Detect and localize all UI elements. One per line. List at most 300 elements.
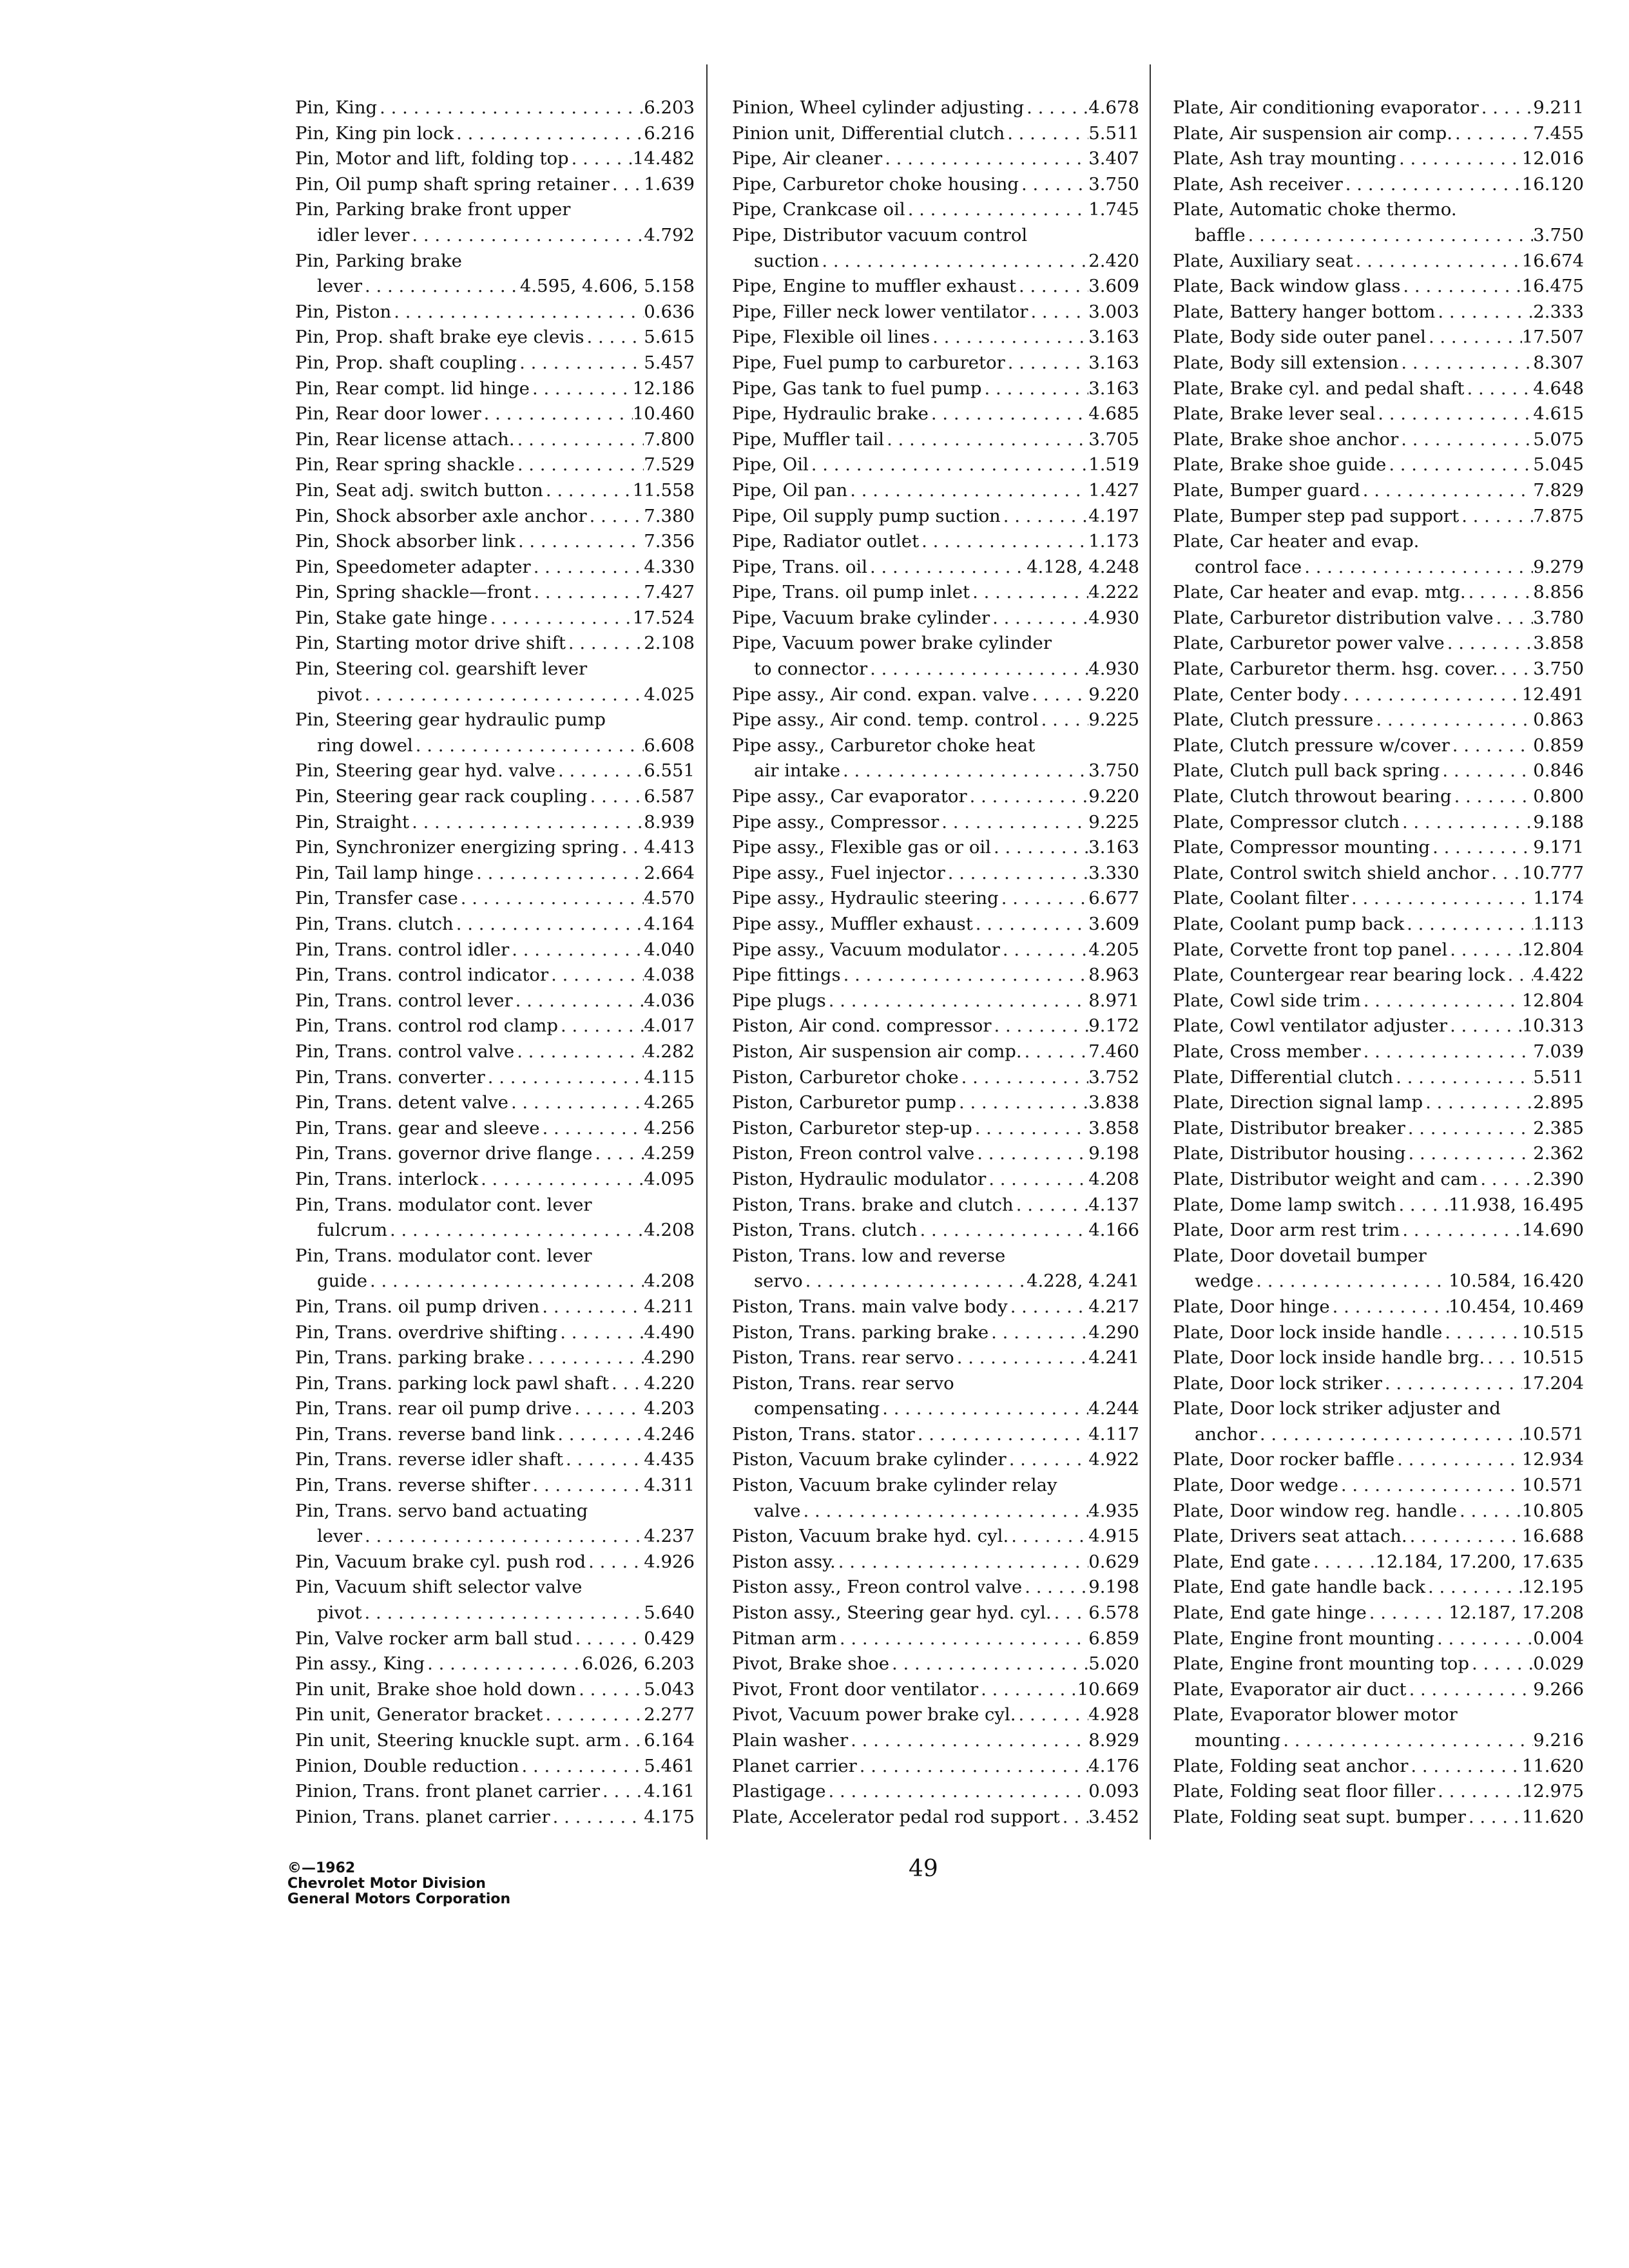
dot-leader bbox=[1494, 606, 1534, 631]
dot-leader bbox=[539, 1294, 644, 1320]
entry-name: Plate, Carburetor power valve bbox=[1173, 633, 1445, 654]
entry-name: Planet carrier bbox=[732, 1755, 857, 1776]
dot-leader bbox=[588, 784, 644, 810]
index-entry bbox=[732, 1422, 1139, 1448]
entry-line bbox=[295, 657, 695, 682]
entry-page-ref: 8.971 bbox=[1088, 990, 1139, 1011]
dot-leader bbox=[867, 555, 1027, 581]
index-entry bbox=[295, 351, 695, 376]
entry-page-ref: 0.636 bbox=[644, 301, 695, 322]
entry-name: Piston, Trans. parking brake bbox=[732, 1321, 989, 1343]
index-entry bbox=[1173, 1473, 1584, 1499]
entry-line bbox=[295, 912, 695, 937]
entry-line bbox=[1173, 682, 1584, 708]
index-entry bbox=[732, 1447, 1139, 1473]
dot-leader bbox=[621, 1728, 644, 1754]
dot-leader bbox=[584, 325, 644, 351]
dot-leader bbox=[1000, 937, 1088, 963]
entry-line bbox=[732, 1779, 1139, 1805]
entry-line bbox=[732, 606, 1139, 631]
entry-page-ref: 2.420 bbox=[1088, 250, 1139, 271]
dot-leader bbox=[573, 1626, 644, 1652]
dot-leader bbox=[954, 1345, 1089, 1371]
dot-leader bbox=[592, 1141, 644, 1167]
entry-page-ref: 12.187, 17.208 bbox=[1449, 1602, 1584, 1624]
entry-line bbox=[295, 861, 695, 887]
entry-page-ref: 4.685 bbox=[1088, 403, 1139, 425]
entry-page-ref: 4.175 bbox=[644, 1806, 695, 1827]
index-entry bbox=[732, 886, 1139, 912]
entry-name: Pipe, Vacuum brake cylinder bbox=[732, 607, 990, 628]
entry-name: Plate, Engine front mounting top bbox=[1173, 1653, 1469, 1675]
entry-line bbox=[1173, 504, 1584, 530]
entry-page-ref: 8.307 bbox=[1533, 352, 1584, 373]
dot-leader bbox=[841, 963, 1089, 988]
entry-line bbox=[295, 1396, 695, 1422]
entry-line bbox=[732, 1039, 1139, 1065]
index-entry bbox=[732, 504, 1139, 530]
entry-name: Plate, Door arm rest trim bbox=[1173, 1220, 1400, 1241]
entry-page-ref: 12.934 bbox=[1521, 1449, 1584, 1470]
entry-line bbox=[1173, 376, 1584, 402]
entry-name: Pin, Shock absorber axle anchor bbox=[295, 505, 587, 526]
entry-page-ref: 2.277 bbox=[644, 1704, 695, 1725]
entry-page-ref: 5.075 bbox=[1533, 428, 1584, 450]
entry-page-ref: 9.198 bbox=[1088, 1577, 1139, 1598]
entry-page-ref: 4.930 bbox=[1088, 607, 1139, 628]
entry-name: Pin unit, Generator bracket bbox=[295, 1704, 543, 1725]
index-entry bbox=[295, 1090, 695, 1116]
entry-name: Plate, Ash tray mounting bbox=[1173, 148, 1397, 169]
dot-leader bbox=[1016, 1702, 1088, 1728]
index-entry bbox=[732, 1320, 1139, 1346]
dot-leader bbox=[530, 1473, 644, 1499]
dot-leader bbox=[1302, 555, 1533, 581]
entry-line bbox=[732, 1473, 1139, 1499]
entry-line bbox=[295, 555, 695, 581]
entry-page-ref: 4.244 bbox=[1088, 1398, 1139, 1419]
entry-line bbox=[295, 1600, 695, 1626]
dot-leader bbox=[826, 1779, 1089, 1805]
entry-line bbox=[1173, 1702, 1584, 1728]
dot-leader bbox=[1405, 1141, 1533, 1167]
entry-name: Pin, Trans. converter bbox=[295, 1066, 485, 1088]
index-entry bbox=[732, 223, 1139, 274]
index-entry bbox=[1173, 478, 1584, 504]
entry-name: Pinion unit, Differential clutch bbox=[732, 122, 1005, 144]
entry-page-ref: 10.777 bbox=[1521, 862, 1584, 883]
entry-name: Plate, Bumper guard bbox=[1173, 479, 1360, 501]
dot-leader bbox=[474, 861, 644, 887]
dot-leader bbox=[1442, 1320, 1522, 1346]
entry-line bbox=[295, 121, 695, 147]
dot-leader bbox=[362, 682, 644, 708]
entry-page-ref: 3.609 bbox=[1088, 914, 1139, 934]
entry-line bbox=[732, 580, 1139, 606]
entry-line bbox=[1173, 1728, 1584, 1754]
entry-page-ref: 10.805 bbox=[1521, 1500, 1584, 1521]
entry-name: Plate, Engine front mounting bbox=[1173, 1628, 1435, 1649]
entry-page-ref: 12.491 bbox=[1521, 684, 1584, 705]
dot-leader bbox=[1367, 1600, 1449, 1626]
index-entry bbox=[295, 401, 695, 427]
index-entry bbox=[1173, 758, 1584, 784]
dot-leader bbox=[572, 1396, 644, 1422]
entry-line bbox=[1173, 1575, 1584, 1600]
entry-page-ref: 4.490 bbox=[644, 1321, 695, 1343]
entry-line bbox=[1173, 1396, 1584, 1422]
entry-name: Pinion, Trans. front planet carrier bbox=[295, 1781, 601, 1802]
index-entry bbox=[295, 172, 695, 198]
entry-name: Pipe, Muffler tail bbox=[732, 428, 885, 450]
dot-leader bbox=[558, 1014, 644, 1039]
entry-line bbox=[732, 1065, 1139, 1091]
index-entry bbox=[295, 1447, 695, 1473]
index-entry bbox=[1173, 452, 1584, 478]
dot-leader bbox=[999, 886, 1089, 912]
entry-line bbox=[1173, 810, 1584, 836]
index-entry bbox=[1173, 1396, 1584, 1447]
entry-page-ref: 4.241 bbox=[1088, 1347, 1139, 1369]
entry-line bbox=[732, 1600, 1139, 1626]
entry-page-ref: 4.197 bbox=[1088, 505, 1139, 526]
entry-line bbox=[295, 1065, 695, 1091]
entry-name: Plate, End gate hinge bbox=[1173, 1602, 1367, 1624]
index-entry bbox=[295, 1141, 695, 1167]
dot-leader bbox=[377, 95, 644, 121]
index-entry bbox=[1173, 1651, 1584, 1677]
entry-page-ref: 4.208 bbox=[1088, 1168, 1139, 1189]
entry-page-ref: 0.846 bbox=[1533, 760, 1584, 782]
entry-page-ref: 4.246 bbox=[644, 1423, 695, 1445]
entry-name: Pin, Trans. control valve bbox=[295, 1041, 515, 1062]
entry-page-ref: 7.529 bbox=[644, 454, 695, 476]
entry-page-ref: 5.511 bbox=[1533, 1066, 1584, 1088]
dot-leader bbox=[478, 1167, 644, 1193]
dot-leader bbox=[819, 249, 1088, 274]
entry-page-ref: 3.163 bbox=[1088, 378, 1139, 399]
entry-page-ref: 1.173 bbox=[1088, 531, 1139, 552]
entry-page-ref: 6.203 bbox=[644, 97, 695, 118]
entry-page-ref: 4.166 bbox=[1088, 1220, 1139, 1241]
entry-page-ref: 12.975 bbox=[1521, 1781, 1584, 1802]
entry-page-ref: 7.829 bbox=[1533, 479, 1584, 501]
entry-page-ref: 3.750 bbox=[1533, 224, 1584, 245]
entry-name: Pipe, Vacuum power brake cylinder bbox=[732, 633, 1052, 654]
index-entry bbox=[1173, 733, 1584, 759]
index-entry bbox=[1173, 1754, 1584, 1780]
entry-line bbox=[732, 810, 1139, 836]
entry-page-ref: 4.435 bbox=[644, 1449, 695, 1470]
entry-name: Pin, Shock absorber link bbox=[295, 531, 516, 552]
index-entry bbox=[732, 988, 1139, 1014]
entry-line bbox=[1173, 784, 1584, 810]
index-entry bbox=[1173, 351, 1584, 376]
dot-leader bbox=[1022, 1039, 1089, 1065]
index-entry bbox=[295, 1677, 695, 1703]
index-entry bbox=[1173, 1218, 1584, 1244]
entry-line bbox=[732, 1524, 1139, 1550]
entry-name-continued: pivot bbox=[317, 684, 362, 705]
entry-line bbox=[732, 1193, 1139, 1218]
index-entry bbox=[1173, 1141, 1584, 1167]
entry-page-ref: 4.237 bbox=[644, 1526, 695, 1547]
index-entry bbox=[295, 1550, 695, 1575]
entry-line bbox=[1173, 1524, 1584, 1550]
entry-page-ref: 4.115 bbox=[644, 1066, 695, 1088]
dot-leader bbox=[1434, 1626, 1533, 1652]
entry-line bbox=[732, 1626, 1139, 1652]
dot-leader bbox=[929, 401, 1088, 427]
entry-line bbox=[732, 1167, 1139, 1193]
index-entry bbox=[732, 1371, 1139, 1422]
index-entry bbox=[295, 606, 695, 631]
dot-leader bbox=[1425, 1575, 1522, 1600]
entry-name: Plate, Door rocker baffle bbox=[1173, 1449, 1395, 1470]
entry-page-ref: 1.639 bbox=[644, 173, 695, 195]
index-entry bbox=[295, 197, 695, 248]
entry-page-ref: 3.750 bbox=[1533, 658, 1584, 680]
entry-name: Pin, Trans. detent valve bbox=[295, 1092, 508, 1113]
entry-line bbox=[295, 1218, 695, 1244]
entry-line bbox=[1173, 1014, 1584, 1039]
entry-name: Pin, Steering gear hydraulic pump bbox=[295, 709, 606, 731]
entry-line bbox=[1173, 95, 1584, 121]
entry-page-ref: 2.362 bbox=[1533, 1143, 1584, 1164]
index-entry bbox=[1173, 1244, 1584, 1294]
dot-leader bbox=[837, 1626, 1088, 1652]
entry-name: Piston assy. bbox=[732, 1551, 836, 1572]
index-entry bbox=[1173, 1294, 1584, 1320]
dot-leader bbox=[970, 580, 1088, 606]
index-entry bbox=[295, 555, 695, 581]
dot-leader bbox=[515, 452, 644, 478]
entry-line bbox=[1173, 1218, 1584, 1244]
entry-line bbox=[1173, 274, 1584, 300]
index-entry bbox=[1173, 835, 1584, 861]
index-entry bbox=[295, 631, 695, 657]
dot-leader bbox=[801, 1499, 1089, 1524]
entry-name: Pin, Parking brake bbox=[295, 250, 462, 271]
dot-leader bbox=[889, 1651, 1088, 1677]
entry-line bbox=[732, 1499, 1139, 1524]
entry-page-ref: 1.113 bbox=[1533, 914, 1584, 934]
entry-name: Pipe, Hydraulic brake bbox=[732, 403, 929, 425]
entry-line bbox=[732, 861, 1139, 887]
entry-line bbox=[295, 1805, 695, 1831]
entry-line bbox=[295, 1244, 695, 1269]
entry-page-ref: 4.017 bbox=[644, 1015, 695, 1037]
entry-page-ref: 3.163 bbox=[1088, 352, 1139, 373]
entry-page-ref: 10.515 bbox=[1521, 1321, 1584, 1343]
dot-leader bbox=[1008, 1524, 1088, 1550]
entry-name: Plate, Center body bbox=[1173, 684, 1341, 705]
entry-line bbox=[732, 529, 1139, 555]
entry-line bbox=[732, 478, 1139, 504]
entry-line bbox=[295, 504, 695, 530]
entry-line bbox=[1173, 1294, 1584, 1320]
dot-leader bbox=[1052, 1600, 1089, 1626]
entry-name: Pipe assy., Air cond. temp. control bbox=[732, 709, 1039, 731]
entry-page-ref: 4.678 bbox=[1088, 97, 1139, 118]
entry-page-ref: 1.427 bbox=[1088, 479, 1139, 501]
entry-name: Pin, Starting motor drive shift bbox=[295, 633, 566, 654]
entry-page-ref: 4.176 bbox=[1088, 1755, 1139, 1776]
entry-page-ref: 4.025 bbox=[644, 684, 695, 705]
index-entry bbox=[1173, 1524, 1584, 1550]
entry-name: Plate, End gate handle back bbox=[1173, 1577, 1425, 1598]
index-entry bbox=[732, 1116, 1139, 1142]
entry-page-ref: 17.507 bbox=[1521, 327, 1584, 348]
index-entry bbox=[1173, 1600, 1584, 1626]
dot-leader bbox=[1466, 580, 1534, 606]
index-entry bbox=[732, 1550, 1139, 1575]
dot-leader bbox=[1485, 1345, 1522, 1371]
dot-leader bbox=[1349, 886, 1533, 912]
entry-page-ref: 4.282 bbox=[644, 1041, 695, 1062]
entry-name: Plate, Corvette front top panel bbox=[1173, 939, 1448, 960]
entry-name-continued: valve bbox=[754, 1500, 801, 1521]
footer bbox=[287, 1861, 510, 1907]
dot-leader bbox=[1028, 300, 1088, 325]
index-entry bbox=[295, 1065, 695, 1091]
entry-page-ref: 0.859 bbox=[1533, 735, 1584, 756]
entry-page-ref: 4.208 bbox=[644, 1220, 695, 1241]
entry-name: Piston, Vacuum brake cylinder relay bbox=[732, 1475, 1057, 1496]
index-column-1 bbox=[295, 95, 695, 1830]
index-entry bbox=[1173, 1447, 1584, 1473]
index-entry bbox=[732, 1728, 1139, 1754]
entry-page-ref: 3.752 bbox=[1088, 1066, 1139, 1088]
entry-name: Pin, Steering gear rack coupling bbox=[295, 786, 588, 807]
entry-name: Piston, Trans. main valve body bbox=[732, 1296, 1008, 1317]
entry-name: Pin, Trans. reverse shifter bbox=[295, 1475, 530, 1496]
entry-page-ref: 3.750 bbox=[1088, 760, 1139, 782]
entry-page-ref: 8.939 bbox=[644, 811, 695, 832]
entry-name: Pin, Transfer case bbox=[295, 888, 458, 909]
entry-page-ref: 4.095 bbox=[644, 1168, 695, 1189]
entry-line bbox=[1173, 1065, 1584, 1091]
entry-name: Pipe plugs bbox=[732, 990, 826, 1011]
entry-name-continued: guide bbox=[317, 1271, 367, 1292]
entry-page-ref: 9.216 bbox=[1533, 1730, 1584, 1751]
entry-line bbox=[295, 452, 695, 478]
index-entry bbox=[732, 835, 1139, 861]
entry-page-ref: 12.184, 17.200, 17.635 bbox=[1375, 1551, 1584, 1572]
entry-page-ref: 4.256 bbox=[644, 1117, 695, 1139]
dot-leader bbox=[1452, 784, 1534, 810]
entry-line bbox=[732, 1269, 1139, 1294]
index-entry bbox=[295, 1039, 695, 1065]
dot-leader bbox=[525, 1345, 644, 1371]
entry-line bbox=[295, 401, 695, 427]
dot-leader bbox=[387, 1218, 644, 1244]
dot-leader bbox=[1469, 1651, 1533, 1677]
entry-line bbox=[295, 1090, 695, 1116]
entry-name: Plate, Evaporator air duct bbox=[1173, 1678, 1407, 1700]
entry-line bbox=[295, 197, 695, 223]
dot-leader bbox=[882, 146, 1088, 172]
entry-name: Pin, Vacuum shift selector valve bbox=[295, 1577, 583, 1598]
column-divider bbox=[706, 64, 708, 1840]
entry-line bbox=[1173, 886, 1584, 912]
entry-name: Pin, Parking brake front upper bbox=[295, 199, 571, 220]
entry-page-ref: 9.279 bbox=[1533, 556, 1584, 577]
dot-leader bbox=[1450, 733, 1533, 759]
entry-name: Plate, Car heater and evap. mtg. bbox=[1173, 582, 1466, 603]
entry-name: Pipe, Engine to muffler exhaust bbox=[732, 276, 1016, 297]
entry-name: Pipe, Gas tank to fuel pump bbox=[732, 378, 982, 399]
entry-name: Plate, Brake shoe anchor bbox=[1173, 428, 1399, 450]
dot-leader bbox=[516, 529, 644, 555]
index-entry bbox=[1173, 1090, 1584, 1116]
entry-page-ref: 4.038 bbox=[644, 965, 695, 986]
entry-page-ref: 0.800 bbox=[1533, 786, 1584, 807]
dot-leader bbox=[1386, 452, 1533, 478]
entry-line bbox=[295, 172, 695, 198]
entry-name: Pipe, Filler neck lower ventilator bbox=[732, 301, 1028, 322]
entry-name-continued: ring dowel bbox=[317, 735, 413, 756]
entry-name: Piston, Air suspension air comp. bbox=[732, 1041, 1022, 1062]
entry-line bbox=[295, 427, 695, 453]
entry-page-ref: 3.163 bbox=[1088, 327, 1139, 348]
entry-line bbox=[732, 963, 1139, 988]
entry-line bbox=[732, 1371, 1139, 1397]
dot-leader bbox=[1330, 1294, 1449, 1320]
entry-name: Plate, Compressor clutch bbox=[1173, 811, 1400, 832]
index-entry bbox=[295, 1396, 695, 1422]
entry-name: Pin, Trans. interlock bbox=[295, 1168, 479, 1189]
entry-page-ref: 4.311 bbox=[644, 1475, 695, 1496]
index-column-3 bbox=[1173, 95, 1584, 1830]
dot-leader bbox=[990, 606, 1088, 631]
entry-page-ref: 5.457 bbox=[644, 352, 695, 373]
entry-line bbox=[295, 784, 695, 810]
index-entry bbox=[295, 376, 695, 402]
entry-line bbox=[732, 223, 1139, 249]
dot-leader bbox=[1408, 1754, 1521, 1780]
index-entry bbox=[732, 197, 1139, 223]
index-entry bbox=[732, 1779, 1139, 1805]
entry-line bbox=[295, 1167, 695, 1193]
entry-line bbox=[295, 95, 695, 121]
index-entry bbox=[1173, 912, 1584, 937]
entry-line bbox=[732, 1651, 1139, 1677]
entry-line bbox=[1173, 1600, 1584, 1626]
index-entry bbox=[295, 657, 695, 707]
dot-leader bbox=[1022, 1575, 1088, 1600]
entry-page-ref: 3.330 bbox=[1088, 862, 1139, 883]
entry-name: Pipe, Radiator outlet bbox=[732, 531, 920, 552]
index-entry bbox=[732, 1345, 1139, 1371]
index-entry bbox=[1173, 631, 1584, 657]
dot-leader bbox=[1396, 1193, 1449, 1218]
entry-page-ref: 2.664 bbox=[644, 862, 695, 883]
entry-line bbox=[295, 1371, 695, 1397]
dot-leader bbox=[1459, 504, 1533, 530]
entry-name: Pin, Oil pump shaft spring retainer bbox=[295, 173, 610, 195]
entry-name: Pin, Trans. governor drive flange bbox=[295, 1143, 593, 1164]
entry-name: Pin, Trans. modulator cont. lever bbox=[295, 1245, 592, 1266]
entry-line bbox=[732, 758, 1139, 784]
entry-page-ref: 4.915 bbox=[1088, 1526, 1139, 1547]
entry-line bbox=[1173, 1626, 1584, 1652]
index-entry bbox=[1173, 1345, 1584, 1371]
index-entry bbox=[1173, 1626, 1584, 1652]
dot-leader bbox=[1361, 988, 1522, 1014]
dot-leader bbox=[1393, 1065, 1533, 1091]
entry-page-ref: 4.290 bbox=[644, 1347, 695, 1369]
